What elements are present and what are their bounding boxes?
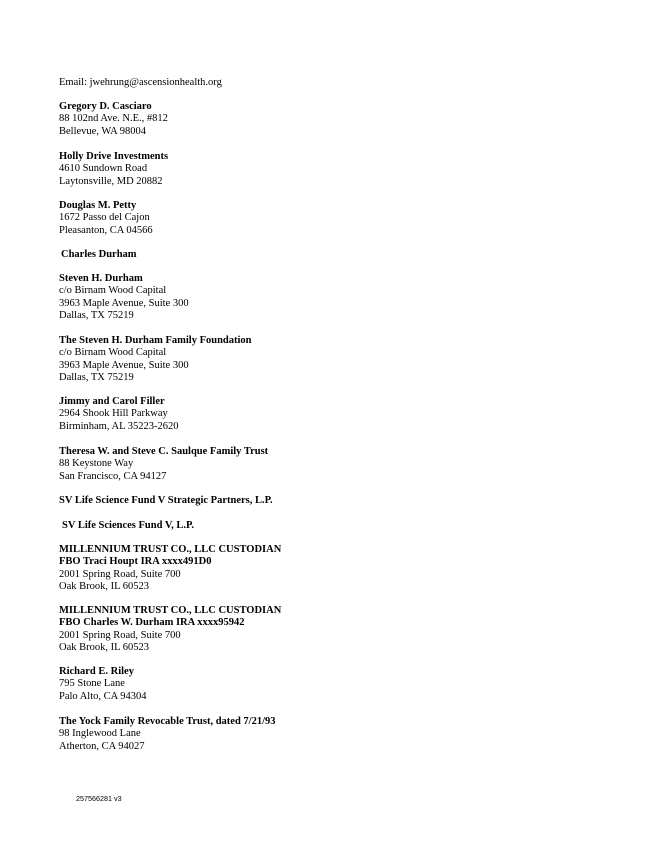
recipient-name: The Steven H. Durham Family Foundation — [59, 335, 252, 346]
address-line: Birminham, AL 35223-2620 — [59, 420, 179, 432]
recipient-name: Gregory D. Casciaro — [59, 101, 152, 112]
address-line: 88 102nd Ave. N.E., #812 — [59, 113, 168, 125]
address-line: 2964 Shook Hill Parkway — [59, 408, 168, 420]
address-block-holly-drive — [59, 151, 168, 188]
address-block-durham-foundation — [59, 335, 252, 385]
recipient-name: Jimmy and Carol Filler — [59, 396, 165, 407]
address-block-saulque-trust — [59, 446, 268, 483]
recipient-name: Douglas M. Petty — [59, 200, 137, 211]
document-id-footer: 257566281 v3 — [76, 794, 122, 803]
recipient-name: SV Life Sciences Fund V, L.P. — [62, 520, 195, 531]
recipient-name: Theresa W. and Steve C. Saulque Family Trust — [59, 446, 269, 457]
address-block-millennium-houpt — [59, 544, 281, 594]
address-line: 4610 Sundown Road — [59, 163, 148, 175]
email-line: Email: jwehrung@ascensionhealth.org — [59, 77, 222, 88]
address-line: Pleasanton, CA 04566 — [59, 224, 153, 236]
recipient-name: Steven H. Durham — [59, 273, 143, 284]
address-block-riley — [59, 666, 147, 703]
address-line: Oak Brook, IL 60523 — [59, 581, 150, 593]
address-line: 795 Stone Lane — [59, 678, 125, 690]
address-block-yock-trust — [59, 716, 276, 753]
address-line: 3963 Maple Avenue, Suite 300 — [59, 297, 189, 309]
address-block-sv-strategic-partners — [59, 495, 273, 507]
address-line: Bellevue, WA 98004 — [59, 125, 147, 137]
address-block-filler — [59, 396, 178, 433]
address-line: 1672 Passo del Cajon — [59, 212, 150, 224]
address-line: c/o Birnam Wood Capital — [59, 347, 167, 359]
address-line: 98 Inglewood Lane — [59, 728, 141, 740]
recipient-name: Richard E. Riley — [59, 666, 134, 677]
address-block-casciaro — [59, 101, 168, 138]
address-line: 2001 Spring Road, Suite 700 — [59, 629, 181, 641]
address-line: Oak Brook, IL 60523 — [59, 642, 150, 654]
recipient-name: MILLENNIUM TRUST CO., LLC CUSTODIAN — [59, 544, 282, 555]
address-line: c/o Birnam Wood Capital — [59, 285, 167, 297]
address-block-millennium-durham — [59, 605, 281, 655]
address-line: 3963 Maple Avenue, Suite 300 — [59, 359, 189, 371]
address-line: Laytonsville, MD 20882 — [59, 175, 163, 187]
recipient-name: SV Life Science Fund V Strategic Partners, L.P. — [59, 495, 273, 506]
recipient-name-line-2: FBO Charles W. Durham IRA xxxx95942 — [59, 617, 245, 629]
recipient-name: Charles Durham — [61, 249, 137, 260]
address-line: 2001 Spring Road, Suite 700 — [59, 568, 181, 580]
address-line: San Francisco, CA 94127 — [59, 470, 167, 482]
address-block-charles-durham — [61, 249, 137, 261]
address-line: 88 Keystone Way — [59, 458, 134, 470]
address-line: Palo Alto, CA 94304 — [59, 690, 147, 702]
address-line: Dallas, TX 75219 — [59, 372, 134, 384]
address-line: Dallas, TX 75219 — [59, 310, 134, 322]
address-line: Atherton, CA 94027 — [59, 740, 145, 752]
recipient-name-line-2: FBO Traci Houpt IRA xxxx491D0 — [59, 556, 212, 568]
recipient-name: MILLENNIUM TRUST CO., LLC CUSTODIAN — [59, 605, 282, 616]
recipient-name: Holly Drive Investments — [59, 151, 169, 162]
address-block-sv-fund-v — [62, 520, 194, 532]
recipient-name: The Yock Family Revocable Trust, dated 7/21/93 — [59, 716, 276, 727]
address-block-steven-durham — [59, 273, 189, 323]
address-block-petty — [59, 200, 153, 237]
